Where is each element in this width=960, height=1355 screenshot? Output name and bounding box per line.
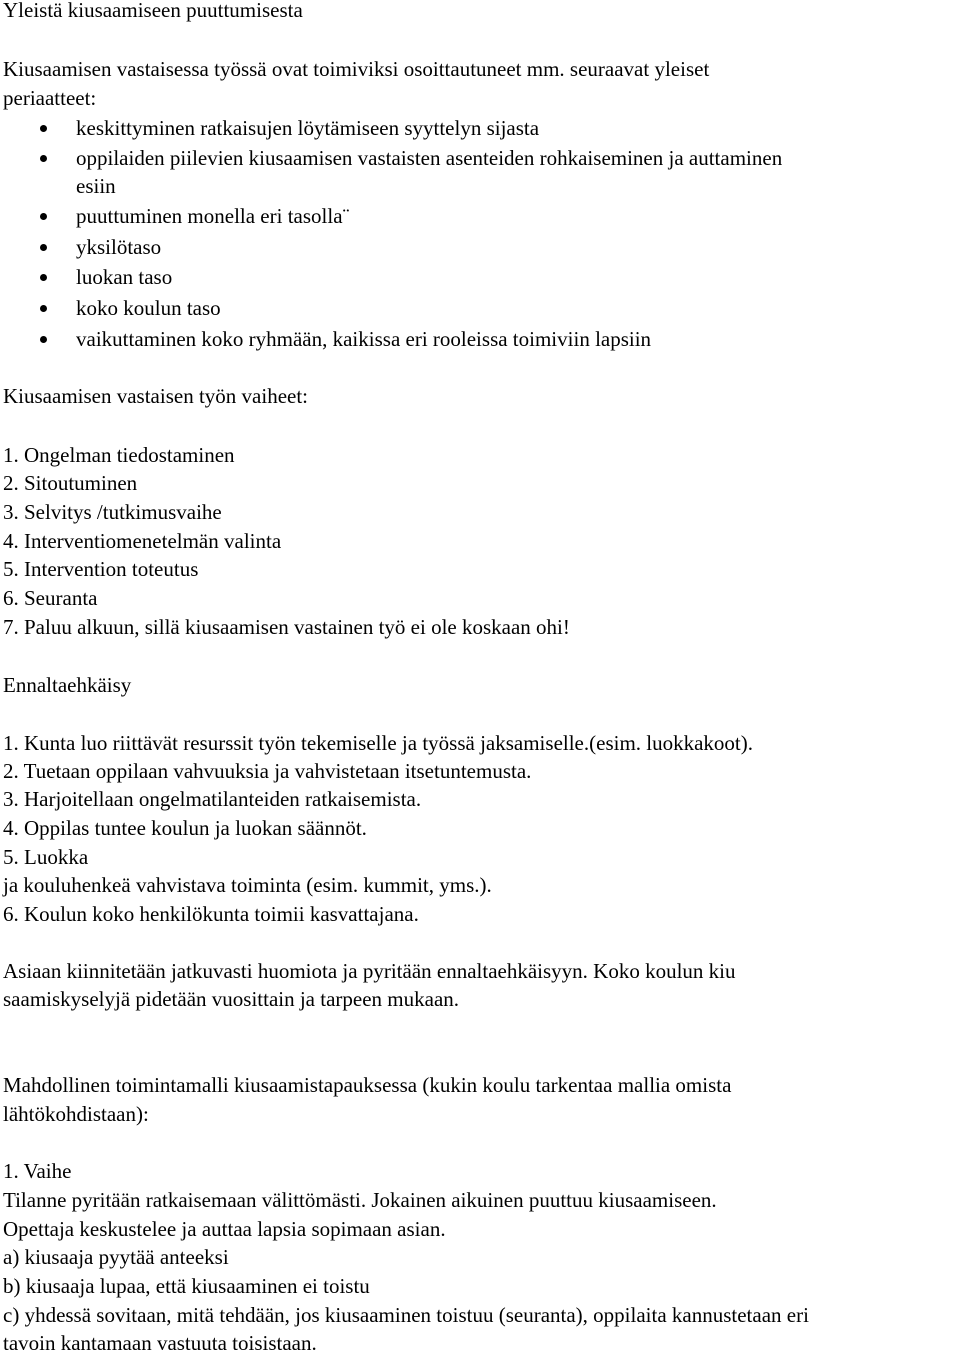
phase1-line: c) yhdessä sovitaan, mitä tehdään, jos kiusaaminen toistuu (seuranta), oppilaita kannustetaan eri: [3, 1303, 809, 1327]
bullet-item: puuttuminen monella eri tasolla¨: [76, 204, 350, 228]
prevention-item: 5. Luokka: [3, 845, 89, 869]
prevention-item: 4. Oppilas tuntee koulun ja luokan säännöt.: [3, 816, 367, 840]
phases-heading: Kiusaamisen vastaisen työn vaiheet:: [3, 384, 309, 408]
bullet-dot: [40, 336, 47, 343]
prevention-heading: Ennaltaehkäisy: [3, 673, 132, 697]
bullet-item: oppilaiden piilevien kiusaamisen vastaisten asenteiden rohkaiseminen ja auttaminen: [76, 146, 783, 170]
prevention-item: 1. Kunta luo riittävät resurssit työn tekemiselle ja työssä jaksamiselle.(esim. luokkakoot).: [3, 731, 754, 755]
prevention-item: 3. Harjoitellaan ongelmatilanteiden ratkaisemista.: [3, 787, 422, 811]
prevention-item: 2. Tuetaan oppilaan vahvuuksia ja vahvistetaan itsetuntemusta.: [3, 759, 532, 783]
bullet-item: luokan taso: [76, 265, 173, 289]
bullet-dot: [40, 244, 47, 251]
phase1-line: Opettaja keskustelee ja auttaa lapsia sopimaan asian.: [3, 1217, 446, 1241]
attention-line-1: Asiaan kiinnitetään jatkuvasti huomiota ja pyritään ennaltaehkäisyyn. Koko koulun kiu: [3, 959, 736, 983]
model-line-2: lähtökohdistaan):: [3, 1102, 149, 1126]
phase-item: 7. Paluu alkuun, sillä kiusaamisen vastainen työ ei ole koskaan ohi!: [3, 615, 570, 639]
attention-line-2: saamiskyselyjä pidetään vuosittain ja tarpeen mukaan.: [3, 987, 460, 1011]
model-line-1: Mahdollinen toimintamalli kiusaamistapauksessa (kukin koulu tarkentaa mallia omista: [3, 1073, 732, 1097]
bullet-item-continuation: esiin: [76, 174, 116, 198]
phase1-line: a) kiusaaja pyytää anteeksi: [3, 1245, 229, 1269]
bullet-dot: [40, 213, 47, 220]
bullet-dot: [40, 274, 47, 281]
page-title: Yleistä kiusaamiseen puuttumisesta: [3, 0, 303, 22]
phase1-heading: 1. Vaihe: [3, 1159, 72, 1183]
bullet-item: vaikuttaminen koko ryhmään, kaikissa eri rooleissa toimiviin lapsiin: [76, 327, 652, 351]
phase-item: 5. Intervention toteutus: [3, 557, 199, 581]
bullet-dot: [40, 155, 47, 162]
prevention-item-continuation: ja kouluhenkeä vahvistava toiminta (esim. kummit, yms.).: [3, 873, 492, 897]
intro-line-2: periaatteet:: [3, 86, 97, 110]
phase-item: 3. Selvitys /tutkimusvaihe: [3, 500, 222, 524]
phase-item: 1. Ongelman tiedostaminen: [3, 443, 235, 467]
prevention-item: 6. Koulun koko henkilökunta toimii kasvattajana.: [3, 902, 419, 926]
phase1-line: Tilanne pyritään ratkaisemaan välittömästi. Jokainen aikuinen puuttuu kiusaamiseen.: [3, 1188, 717, 1212]
bullet-item: koko koulun taso: [76, 296, 221, 320]
bullet-item: yksilötaso: [76, 235, 162, 259]
phase-item: 4. Interventiomenetelmän valinta: [3, 529, 282, 553]
phase1-line: tavoin kantamaan vastuuta toisistaan.: [3, 1331, 317, 1355]
bullet-item: keskittyminen ratkaisujen löytämiseen syyttelyn sijasta: [76, 116, 540, 140]
phase-item: 2. Sitoutuminen: [3, 471, 138, 495]
bullet-dot: [40, 125, 47, 132]
intro-line-1: Kiusaamisen vastaisessa työssä ovat toimiviksi osoittautuneet mm. seuraavat yleiset: [3, 57, 710, 81]
phase-item: 6. Seuranta: [3, 586, 98, 610]
bullet-dot: [40, 305, 47, 312]
phase1-line: b) kiusaaja lupaa, että kiusaaminen ei toistu: [3, 1274, 370, 1298]
